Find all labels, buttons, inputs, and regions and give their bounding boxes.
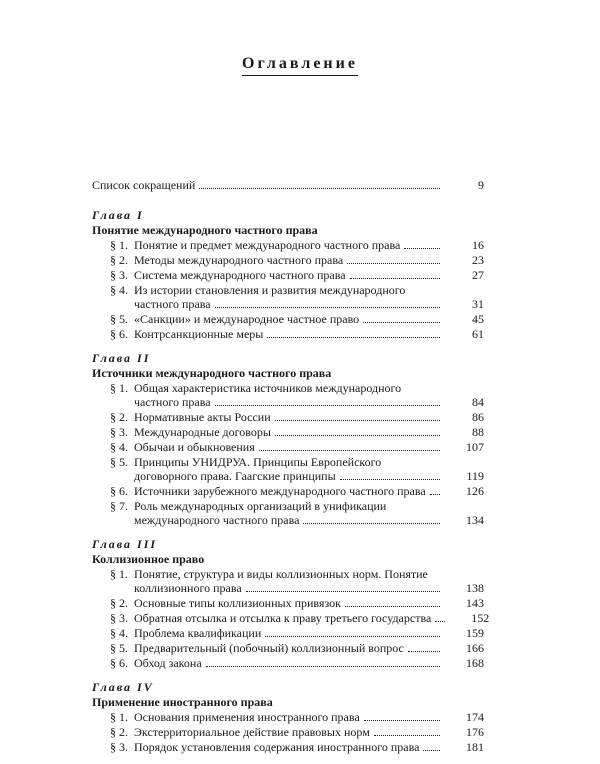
section-title: Принципы УНИДРУА. Принципы Европейского bbox=[134, 455, 382, 469]
section-title: Основания применения иностранного права bbox=[134, 710, 360, 724]
section-text bbox=[134, 641, 484, 655]
page-number: 138 bbox=[466, 581, 484, 595]
toc-entry[interactable] bbox=[92, 499, 484, 527]
toc-entry[interactable] bbox=[92, 381, 484, 409]
dot-leader bbox=[435, 621, 445, 622]
toc-entry[interactable] bbox=[92, 440, 484, 454]
section-number: § 4. bbox=[110, 626, 128, 640]
section-line bbox=[134, 710, 484, 724]
section-text bbox=[134, 455, 484, 483]
section-text bbox=[134, 425, 484, 439]
chapter bbox=[92, 208, 484, 341]
section-text bbox=[134, 253, 484, 267]
section-text bbox=[134, 725, 484, 739]
dot-leader bbox=[374, 735, 440, 736]
dot-leader bbox=[408, 651, 440, 652]
dot-leader bbox=[199, 188, 440, 189]
section-line bbox=[134, 656, 484, 670]
page-number: 23 bbox=[472, 253, 484, 267]
dot-leader bbox=[340, 479, 440, 480]
page-number: 159 bbox=[466, 626, 484, 640]
toc-entry[interactable] bbox=[92, 656, 484, 670]
section-text bbox=[134, 567, 484, 595]
chapter bbox=[92, 680, 484, 754]
section-number: § 2. bbox=[110, 253, 128, 267]
section-line bbox=[134, 740, 484, 754]
chapter-label: Глава III bbox=[92, 537, 158, 551]
page-number: 134 bbox=[466, 513, 484, 527]
section-title: Источники зарубежного международного частного права bbox=[134, 484, 426, 498]
section-line bbox=[134, 297, 484, 311]
chapter-title[interactable]: Понятие международного частного права bbox=[92, 223, 318, 237]
toc-entry[interactable] bbox=[92, 283, 484, 311]
section-title: Система международного частного права bbox=[134, 268, 346, 282]
section-number: § 2. bbox=[110, 410, 128, 424]
page-number: 31 bbox=[472, 297, 484, 311]
section-line bbox=[134, 581, 484, 595]
toc-entry[interactable] bbox=[92, 268, 484, 282]
section-text bbox=[134, 626, 484, 640]
page-number: 86 bbox=[472, 410, 484, 424]
section-line bbox=[134, 425, 484, 439]
page-title: Оглавление bbox=[242, 55, 358, 76]
section-number: § 2. bbox=[110, 596, 128, 610]
page-number: 143 bbox=[466, 596, 484, 610]
toc-entry[interactable] bbox=[92, 425, 484, 439]
section-number: § 6. bbox=[110, 484, 128, 498]
chapters-list bbox=[92, 208, 490, 754]
dot-leader bbox=[423, 750, 440, 751]
section-line bbox=[134, 253, 484, 267]
section-number: § 4. bbox=[110, 283, 128, 297]
toc-entry[interactable] bbox=[92, 611, 490, 625]
section-text bbox=[134, 710, 484, 724]
section-title: Нормативные акты России bbox=[134, 410, 271, 424]
section-line bbox=[134, 469, 484, 483]
page-number: 168 bbox=[466, 656, 484, 670]
dot-leader bbox=[265, 636, 440, 637]
section-text bbox=[134, 740, 484, 754]
section-title: Обратная отсылка и отсылка к праву третьего государства bbox=[134, 611, 432, 625]
section-line bbox=[134, 238, 484, 252]
dot-leader bbox=[246, 591, 440, 592]
section-line bbox=[134, 395, 484, 409]
section-title: международного частного права bbox=[134, 513, 300, 527]
section-text bbox=[134, 283, 484, 311]
page-number: 181 bbox=[466, 740, 484, 754]
section-line bbox=[134, 641, 484, 655]
toc-entry[interactable] bbox=[92, 484, 484, 498]
section-line bbox=[134, 596, 484, 610]
section-number: § 3. bbox=[110, 611, 128, 625]
page-number: 176 bbox=[466, 725, 484, 739]
section-title: Роль международных организаций в унификации bbox=[134, 499, 387, 513]
toc-entry[interactable] bbox=[92, 740, 484, 754]
section-text bbox=[134, 596, 484, 610]
page-number: 9 bbox=[478, 178, 484, 192]
toc-entry[interactable] bbox=[92, 641, 484, 655]
page-number: 16 bbox=[472, 238, 484, 252]
section-number: § 5. bbox=[110, 455, 128, 469]
section-title: частного права bbox=[134, 395, 211, 409]
page-number: 45 bbox=[472, 312, 484, 326]
section-text bbox=[134, 268, 484, 282]
section-line bbox=[134, 268, 484, 282]
chapter-title[interactable]: Источники международного частного права bbox=[92, 366, 332, 380]
dot-leader bbox=[350, 278, 440, 279]
chapter-title[interactable]: Коллизионное право bbox=[92, 552, 205, 566]
toc-entry[interactable] bbox=[92, 312, 484, 326]
section-title: «Санкции» и международное частное право bbox=[134, 312, 360, 326]
section-text bbox=[134, 499, 484, 527]
toc-entry[interactable] bbox=[92, 596, 484, 610]
section-text bbox=[134, 238, 484, 252]
section-line bbox=[134, 725, 484, 739]
section-line bbox=[134, 283, 484, 297]
section-title: Контрсанкционные меры bbox=[134, 327, 264, 341]
section-line bbox=[134, 312, 484, 326]
section-title: Общая характеристика источников международного bbox=[134, 381, 402, 395]
section-number: § 1. bbox=[110, 567, 128, 581]
toc-entry[interactable] bbox=[92, 455, 484, 483]
toc-entry[interactable] bbox=[92, 725, 484, 739]
section-title: коллизионного права bbox=[134, 581, 242, 595]
toc-entry[interactable] bbox=[92, 327, 484, 341]
chapter-label: Глава I bbox=[92, 208, 144, 222]
toc-entry[interactable] bbox=[92, 253, 484, 267]
section-line bbox=[134, 611, 489, 625]
section-text bbox=[134, 327, 484, 341]
page-number: 166 bbox=[466, 641, 484, 655]
dot-leader bbox=[404, 248, 440, 249]
section-title: Понятие и предмет международного частного права bbox=[134, 238, 401, 252]
page-number: 27 bbox=[472, 268, 484, 282]
section-title: частного права bbox=[134, 297, 211, 311]
toc-entry[interactable] bbox=[92, 710, 484, 724]
section-title: Обход закона bbox=[134, 656, 202, 670]
section-number: § 1. bbox=[110, 238, 128, 252]
table-of-contents bbox=[92, 178, 490, 764]
dot-leader bbox=[347, 263, 440, 264]
section-title: Методы международного частного права bbox=[134, 253, 344, 267]
section-text bbox=[134, 381, 484, 409]
section-number: § 5. bbox=[110, 312, 128, 326]
dot-leader bbox=[206, 666, 440, 667]
section-title: Порядок установления содержания иностранного права bbox=[134, 740, 420, 754]
chapter-label: Глава II bbox=[92, 351, 151, 365]
toc-entry[interactable] bbox=[92, 410, 484, 424]
dot-leader bbox=[267, 337, 440, 338]
dot-leader bbox=[275, 420, 440, 421]
section-number: § 7. bbox=[110, 499, 128, 513]
section-line bbox=[134, 455, 484, 469]
section-text bbox=[134, 410, 484, 424]
toc-entry[interactable] bbox=[92, 238, 484, 252]
page-number: 84 bbox=[472, 395, 484, 409]
section-title: Экстерриториальное действие правовых норм bbox=[134, 725, 370, 739]
section-line bbox=[134, 513, 484, 527]
section-line bbox=[134, 381, 484, 395]
dot-leader bbox=[345, 606, 440, 607]
section-line bbox=[134, 327, 484, 341]
dot-leader bbox=[363, 322, 440, 323]
section-title: Понятие, структура и виды коллизионных норм. Понятие bbox=[134, 567, 428, 581]
dot-leader bbox=[259, 450, 440, 451]
page-number: 126 bbox=[466, 484, 484, 498]
section-number: § 1. bbox=[110, 381, 128, 395]
section-line bbox=[134, 440, 484, 454]
section-number: § 5. bbox=[110, 641, 128, 655]
dot-leader bbox=[215, 405, 440, 406]
section-title: Проблема квалификации bbox=[134, 626, 262, 640]
section-line bbox=[134, 626, 484, 640]
section-number: § 4. bbox=[110, 440, 128, 454]
chapter bbox=[92, 537, 490, 670]
section-line bbox=[134, 499, 484, 513]
toc-entry-abbreviations[interactable] bbox=[92, 178, 484, 192]
section-title: Из истории становления и развития международного bbox=[134, 283, 406, 297]
section-number: § 3. bbox=[110, 268, 128, 282]
chapter-label: Глава IV bbox=[92, 680, 154, 694]
dot-leader bbox=[430, 494, 440, 495]
section-text bbox=[134, 484, 484, 498]
page-number: 119 bbox=[466, 469, 484, 483]
section-title: Международные договоры bbox=[134, 425, 271, 439]
toc-entry-label: Список сокращений bbox=[92, 178, 196, 192]
page-number: 88 bbox=[472, 425, 484, 439]
section-number: § 2. bbox=[110, 725, 128, 739]
page-number: 152 bbox=[471, 611, 490, 625]
section-text bbox=[134, 440, 484, 454]
section-number: § 3. bbox=[110, 740, 128, 754]
section-line bbox=[134, 567, 484, 581]
section-title: договорного права. Гаагские принципы bbox=[134, 469, 336, 483]
section-number: § 1. bbox=[110, 710, 128, 724]
dot-leader bbox=[275, 435, 440, 436]
toc-entry[interactable] bbox=[92, 626, 484, 640]
section-text bbox=[134, 656, 484, 670]
dot-leader bbox=[303, 523, 440, 524]
chapter-title[interactable]: Применение иностранного права bbox=[92, 695, 273, 709]
page-number: 61 bbox=[472, 327, 484, 341]
dot-leader bbox=[364, 720, 440, 721]
section-line bbox=[134, 410, 484, 424]
section-title: Обычаи и обыкновения bbox=[134, 440, 255, 454]
section-line bbox=[134, 484, 484, 498]
page-title-wrap bbox=[0, 55, 600, 76]
page-number: 174 bbox=[466, 710, 484, 724]
chapter bbox=[92, 351, 484, 527]
section-number: § 3. bbox=[110, 425, 128, 439]
section-text bbox=[134, 611, 489, 625]
section-number: § 6. bbox=[110, 327, 128, 341]
section-number: § 6. bbox=[110, 656, 128, 670]
section-title: Предварительный (побочный) коллизионный вопрос bbox=[134, 641, 404, 655]
section-title: Основные типы коллизионных привязок bbox=[134, 596, 341, 610]
toc-entry[interactable] bbox=[92, 567, 484, 595]
dot-leader bbox=[215, 307, 440, 308]
page-number: 107 bbox=[466, 440, 484, 454]
section-text bbox=[134, 312, 484, 326]
